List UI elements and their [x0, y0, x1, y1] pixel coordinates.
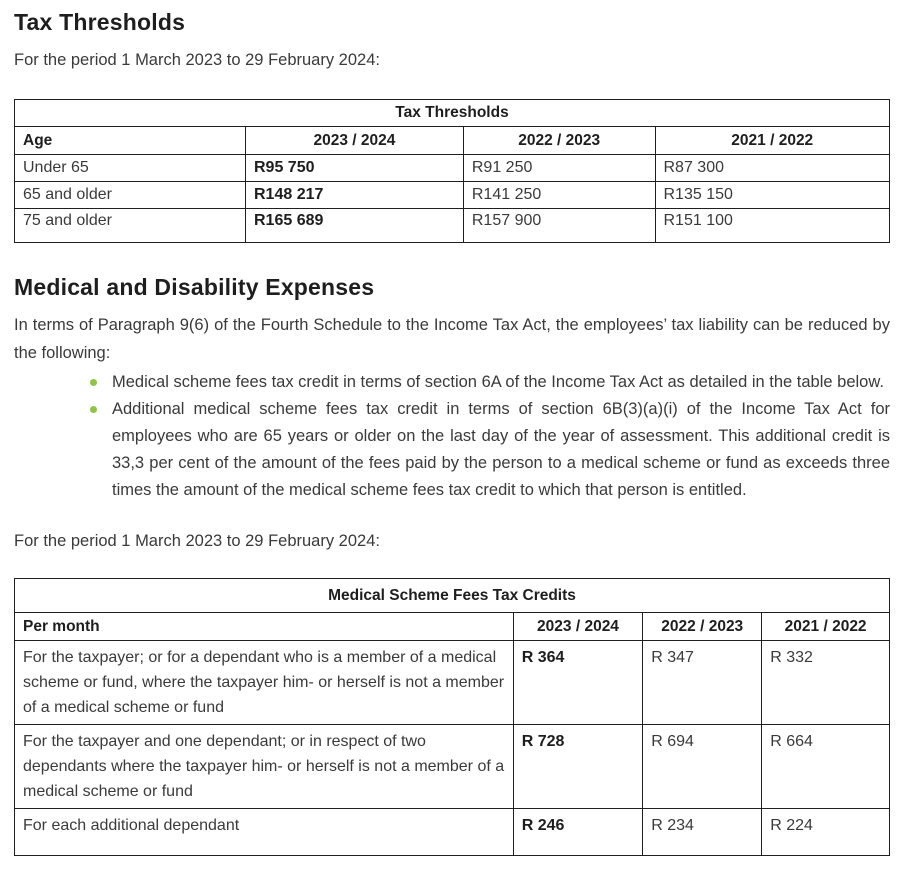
value-cell-current: R 728 [513, 725, 643, 809]
value-cell: R 234 [643, 809, 762, 856]
description-cell: For each additional dependant [15, 809, 514, 856]
column-header-2022-2023: 2022 / 2023 [643, 613, 762, 641]
value-cell-current: R95 750 [246, 155, 464, 182]
section-title-medical-expenses: Medical and Disability Expenses [14, 274, 375, 300]
section-title-tax-thresholds: Tax Thresholds [14, 9, 186, 35]
value-cell-current: R148 217 [246, 182, 464, 209]
column-header-2021-2022: 2021 / 2022 [655, 127, 890, 155]
table-title-row [15, 100, 890, 127]
column-header-2023-2024: 2023 / 2024 [513, 613, 643, 641]
bullet-text: Medical scheme fees tax credit in terms of section 6A of the Income Tax Act as detailed in the table below. [112, 373, 884, 391]
medical-credits-table [14, 578, 890, 856]
table-header-row [15, 127, 890, 155]
description-cell: For the taxpayer; or for a dependant who is a member of a medical scheme or fund, where the taxpayer him- or herself is not a member of a medical scheme or fund [15, 641, 514, 725]
description-cell: For the taxpayer and one dependant; or in respect of two dependants where the taxpayer him- or herself is not a member of a medical scheme or fund [15, 725, 514, 809]
list-item [14, 369, 890, 396]
value-cell: R151 100 [655, 209, 890, 243]
table-row [15, 155, 890, 182]
bullet-icon [90, 379, 97, 386]
thresholds-table-title: Tax Thresholds [15, 100, 890, 127]
table-row [15, 209, 890, 243]
medical-intro-paragraph: In terms of Paragraph 9(6) of the Fourth Schedule to the Income Tax Act, the employees’ tax liability can be reduced by the following: [14, 316, 890, 362]
column-header-2021-2022: 2021 / 2022 [762, 613, 890, 641]
medical-bullet-list [14, 369, 890, 504]
bullet-text: Additional medical scheme fees tax credit in terms of section 6B(3)(a)(i) of the Income Tax Act for employees who are 65 years or older on the last day of the year of assessment. This additional credit is 33,3 per cent of the amount of the fees paid by the person to a medical scheme or fund as exceeds three times the amount of the medical scheme fees tax credit to which that person is entitled. [112, 400, 890, 499]
medical-table-title: Medical Scheme Fees Tax Credits [15, 579, 890, 613]
value-cell: R 224 [762, 809, 890, 856]
value-cell: R91 250 [463, 155, 655, 182]
tax-thresholds-table [14, 99, 890, 243]
value-cell: R135 150 [655, 182, 890, 209]
value-cell: R157 900 [463, 209, 655, 243]
value-cell: R 664 [762, 725, 890, 809]
value-cell: R141 250 [463, 182, 655, 209]
table-row [15, 725, 890, 809]
period-line-1: For the period 1 March 2023 to 29 February 2024: [14, 51, 380, 69]
table-title-row [15, 579, 890, 613]
table-row [15, 182, 890, 209]
value-cell: R 347 [643, 641, 762, 725]
value-cell-current: R 364 [513, 641, 643, 725]
period-line-2: For the period 1 March 2023 to 29 February 2024: [14, 532, 380, 550]
age-cell: Under 65 [15, 155, 246, 182]
value-cell-current: R 246 [513, 809, 643, 856]
column-header-2023-2024: 2023 / 2024 [246, 127, 464, 155]
value-cell-current: R165 689 [246, 209, 464, 243]
table-header-row [15, 613, 890, 641]
list-item [14, 396, 890, 504]
age-cell: 65 and older [15, 182, 246, 209]
table-row [15, 809, 890, 856]
column-header-2022-2023: 2022 / 2023 [463, 127, 655, 155]
table-row [15, 641, 890, 725]
bullet-icon [90, 406, 97, 413]
column-header-per-month: Per month [15, 613, 514, 641]
value-cell: R87 300 [655, 155, 890, 182]
column-header-age: Age [15, 127, 246, 155]
age-cell: 75 and older [15, 209, 246, 243]
value-cell: R 332 [762, 641, 890, 725]
value-cell: R 694 [643, 725, 762, 809]
